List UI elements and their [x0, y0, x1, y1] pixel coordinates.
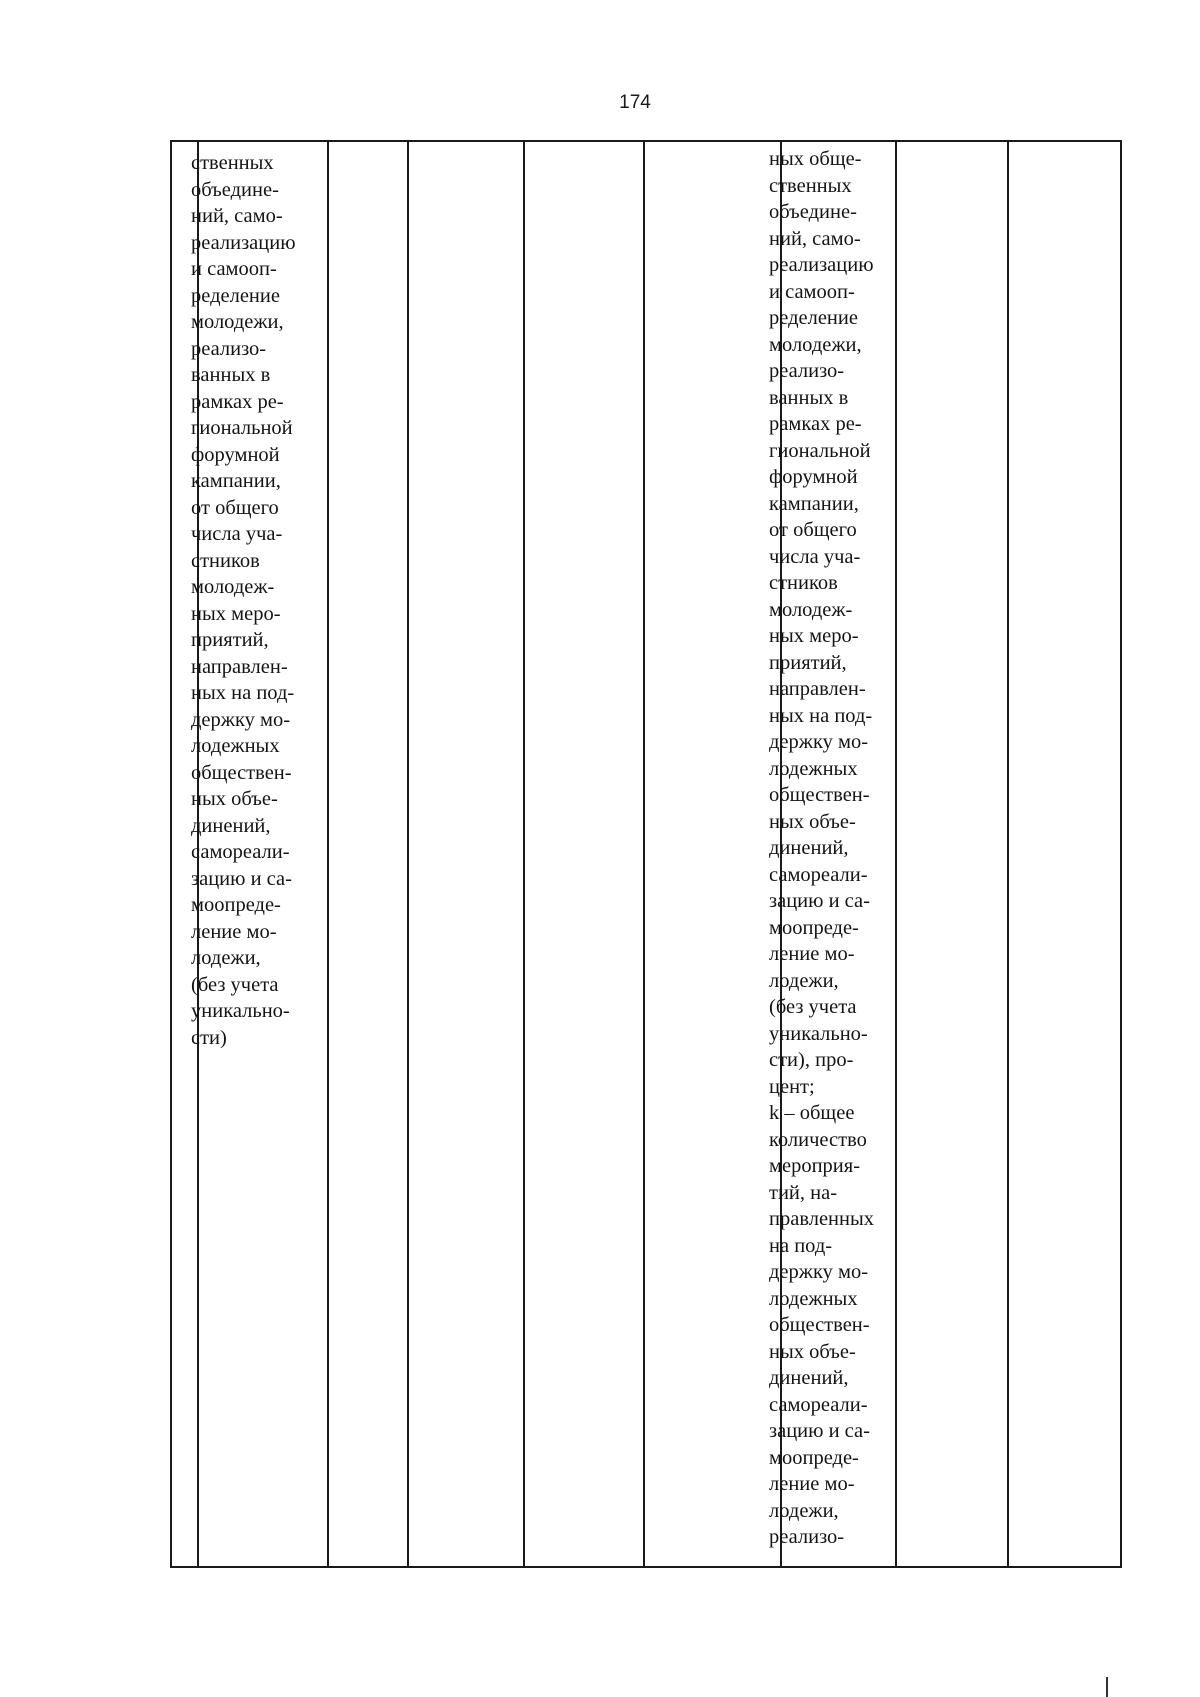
document-table	[170, 140, 1122, 1568]
table-cell-formula-text: ных обще- ственных объедине- ний, само- реализацию и самооп- ределение молодежи, реализо- ванных в рамках ре- гиональной форумной кампании, от общего числа уча- стников молодеж- ных меро- приятий, направлен- ных на под- держку мо- лодежных обществен- ных объе- динений, самореали- зацию и са- моопреде- ление мо- лодежи, (без учета уникально- сти), про- цент; k – общее количество мероприя- тий, на- правленных на под- держку мо- лодежных обществен- ных объе- динений, самореали- зацию и са- моопреде- ление мо- лодежи, реализо-	[769, 148, 875, 1548]
column-border	[327, 140, 329, 1568]
column-border	[170, 140, 172, 1568]
page-number: 174	[619, 92, 651, 113]
table-cell-indicator-text: ственных объедине- ний, само- реализацию и самооп- ределение молодежи, реализо- ванных в рамках ре- гиональной форумной кампании, от общего числа уча- стников молодеж- ных меро- приятий, направлен- ных на под- держку мо- лодежных обществен- ных объе- динений, самореали- зацию и са- моопреде- ление мо- лодежи, (без учета уникально- сти)	[191, 152, 296, 1049]
column-border	[643, 140, 645, 1568]
column-border	[1007, 140, 1009, 1568]
column-border	[895, 140, 897, 1568]
scan-mark	[1106, 1677, 1108, 1697]
table-top-border	[170, 140, 1122, 142]
table-bottom-border	[170, 1566, 1122, 1568]
column-border	[1120, 140, 1122, 1568]
column-border	[523, 140, 525, 1568]
column-border	[407, 140, 409, 1568]
